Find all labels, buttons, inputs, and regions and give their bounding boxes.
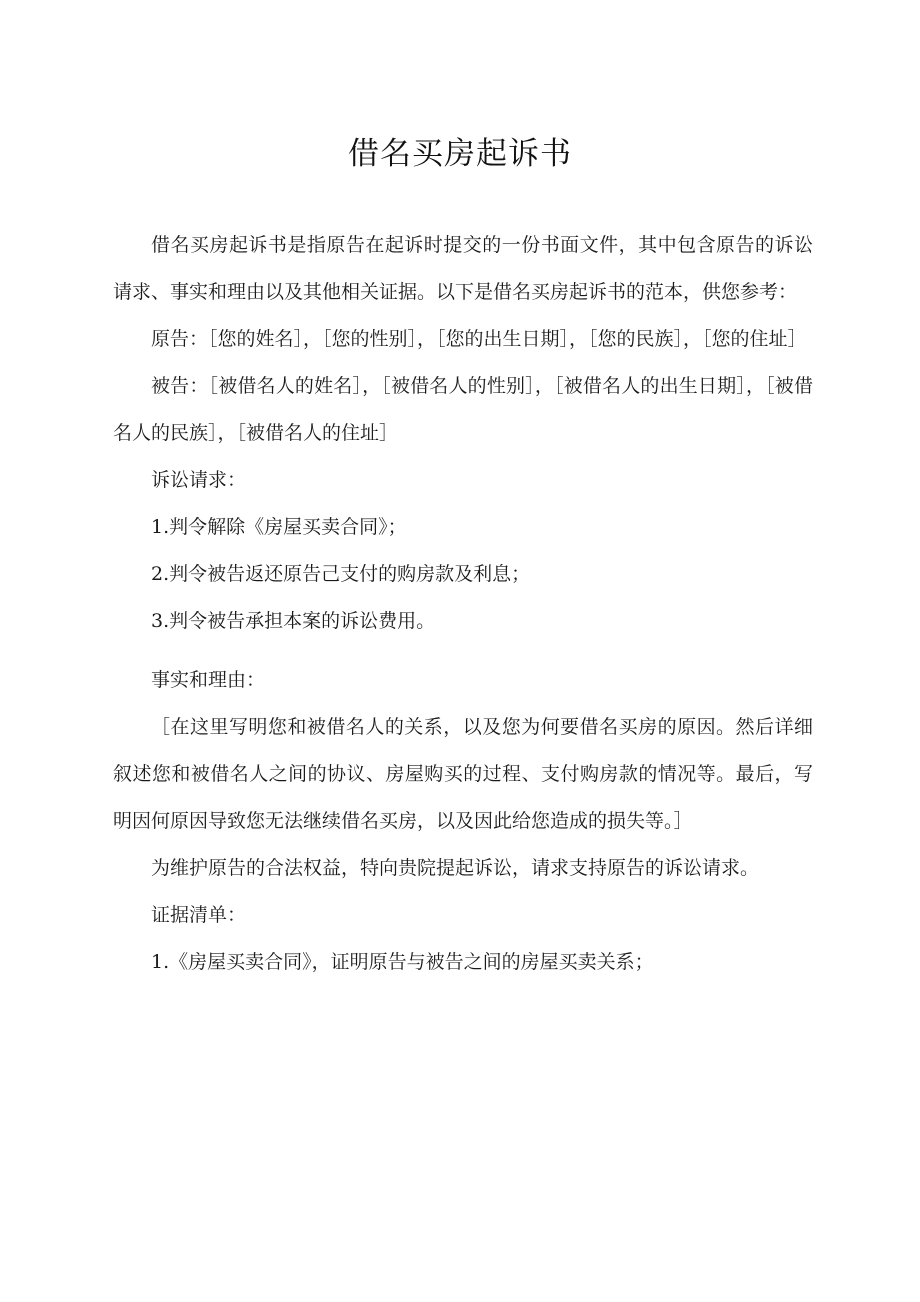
defendant-paragraph: 被告：［被借名人的姓名］，［被借名人的性别］，［被借名人的出生日期］，［被借名人的民族］，［被借名人的住址］ xyxy=(113,375,813,444)
evidence-item-1: 1.《房屋买卖合同》，证明原告与被告之间的房屋买卖关系； xyxy=(151,951,654,973)
evidence-heading: 证据清单： xyxy=(151,904,247,926)
facts-heading: 事实和理由： xyxy=(151,669,266,691)
claim-item-2: 2.判令被告返还原告己支付的购房款及利息； xyxy=(151,563,531,585)
claim-item-3: 3.判令被告承担本案的诉讼费用。 xyxy=(151,610,436,632)
section-gap xyxy=(113,645,813,657)
plaintiff-paragraph: 原告：［您的姓名］，［您的性别］，［您的出生日期］，［您的民族］，［您的住址］ xyxy=(151,328,807,350)
request-paragraph: 为维护原告的合法权益，特向贵院提起诉讼，请求支持原告的诉讼请求。 xyxy=(151,857,760,879)
facts-paragraph: ［在这里写明您和被借名人的关系，以及您为何要借名买房的原因。然后详细叙述您和被借名人之间的协议、房屋购买的过程、支付购房款的情况等。最后，写明因何原因导致您无法继续借名买房，以及因此给您造成的损失等。］ xyxy=(113,716,813,832)
document-body xyxy=(113,222,813,986)
claims-heading: 诉讼请求： xyxy=(151,469,247,491)
intro-paragraph: 借名买房起诉书是指原告在起诉时提交的一份书面文件，其中包含原告的诉讼请求、事实和理由以及其他相关证据。以下是借名买房起诉书的范本，供您参考： xyxy=(113,234,813,303)
claim-item-1: 1.判令解除《房屋买卖合同》； xyxy=(151,516,407,538)
document-title: 借名买房起诉书 xyxy=(348,136,572,172)
